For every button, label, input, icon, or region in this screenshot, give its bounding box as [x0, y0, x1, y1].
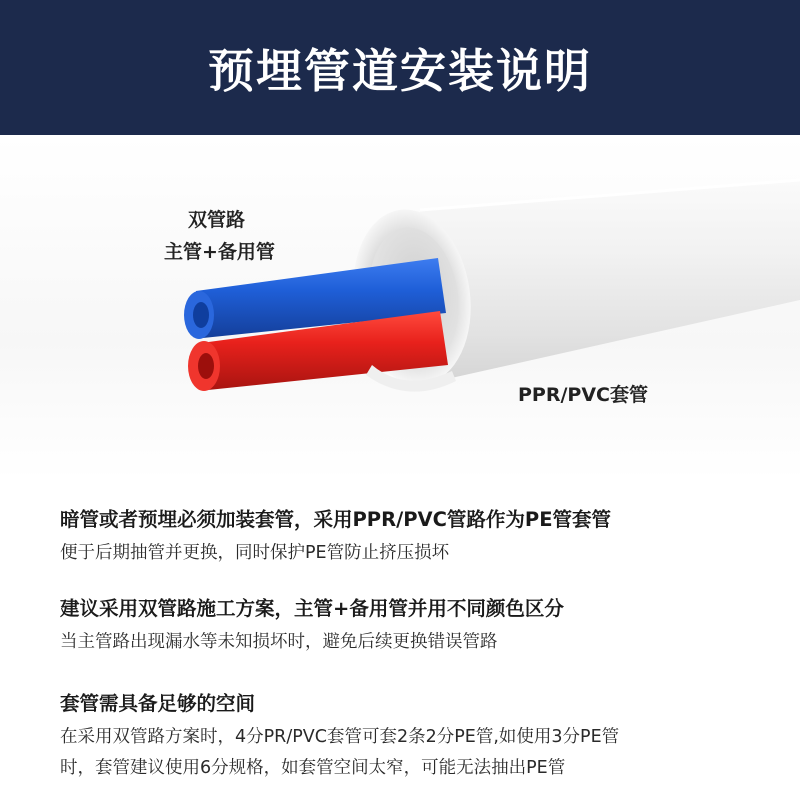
page-title: 预埋管道安装说明: [208, 43, 592, 98]
pipe-drawing: [0, 135, 800, 480]
section-text: 在采用双管路方案时，4分PR/PVC套管可套2条2分PE管,如使用3分PE管: [60, 727, 620, 747]
label-sleeve: PPR/PVC套管: [518, 384, 648, 406]
section-sleeve-space: [60, 690, 619, 784]
section-title: 建议采用双管路施工方案，主管+备用管并用不同颜色区分: [60, 597, 564, 620]
section-title: 暗管或者预埋必须加装套管，采用PPR/PVC管路作为PE管套管: [60, 508, 612, 531]
label-double-pipe: 双管路: [188, 209, 246, 231]
label-main-backup: 主管+备用管: [164, 241, 275, 263]
pipe-illustration: [0, 135, 800, 480]
section-text: 便于后期抽管并更换，同时保护PE管防止挤压损坏: [60, 543, 450, 563]
section-sleeve-required: [60, 506, 611, 569]
header-banner: [0, 0, 800, 135]
section-double-pipe: [60, 595, 564, 658]
section-title: 套管需具备足够的空间: [60, 692, 256, 715]
section-text: 时，套管建议使用6分规格，如套管空间太窄，可能无法抽出PE管: [60, 758, 566, 778]
section-text: 当主管路出现漏水等未知损坏时，避免后续更换错误管路: [60, 632, 498, 652]
